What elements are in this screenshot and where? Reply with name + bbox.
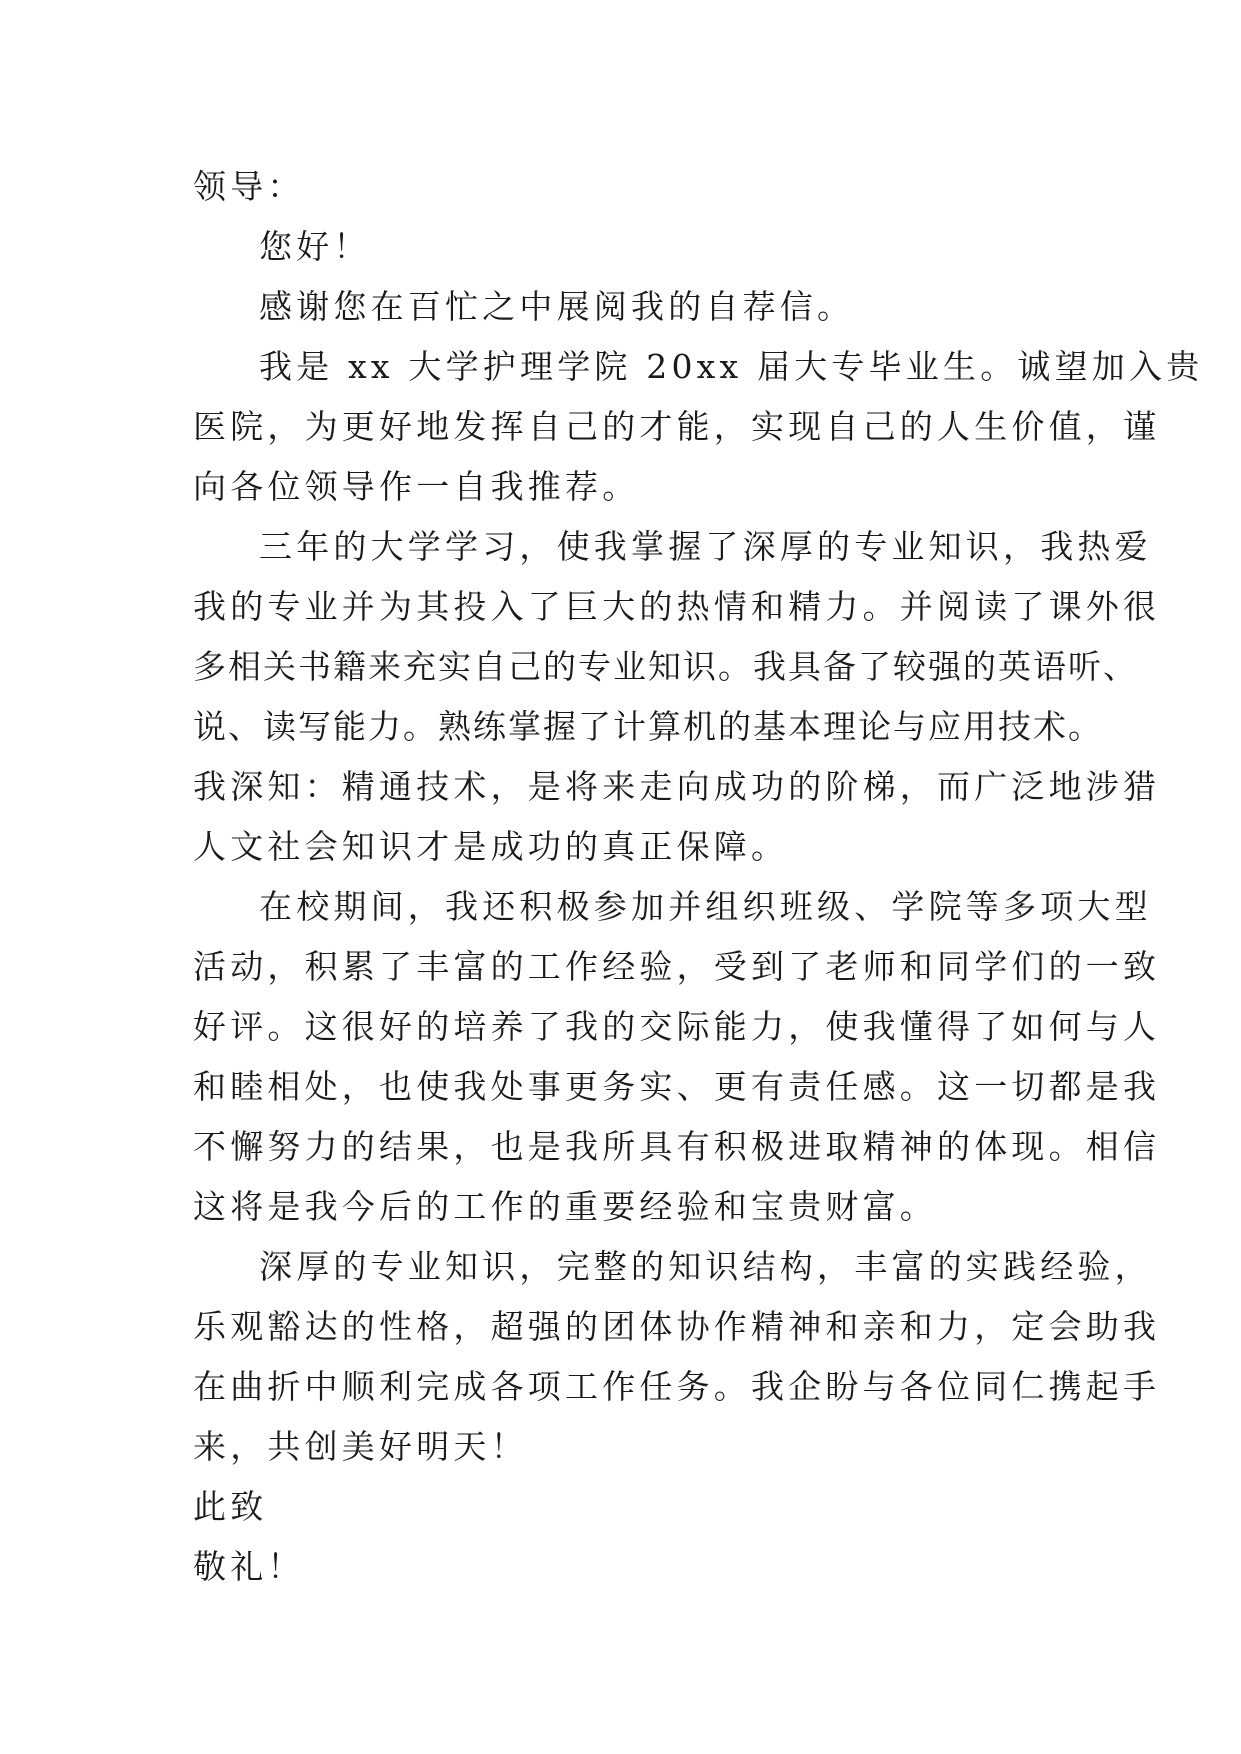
paragraph-line: 来，共创美好明天！ [193,1427,528,1466]
closing-line: 此致 [193,1487,268,1526]
paragraph-education [193,517,1161,877]
closing-salute: 敬礼！ [193,1547,305,1586]
paragraph-line: 乐观豁达的性格，超强的团体协作精神和亲和力，定会助我 [193,1307,1161,1346]
paragraph-activities [193,877,1161,1237]
paragraph-line: 活动，积累了丰富的工作经验，受到了老师和同学们的一致 [193,947,1161,986]
paragraph-line: 多相关书籍来充实自己的专业知识。我具备了较强的英语听、 [193,647,1138,686]
paragraph-line: 和睦相处，也使我处事更务实、更有责任感。这一切都是我 [193,1067,1161,1106]
letter-body [193,157,1204,1597]
greeting: 您好！ [259,227,371,266]
paragraph-conclusion [193,1237,1161,1477]
paragraph-line: 在校期间，我还积极参加并组织班级、学院等多项大型 [259,887,1152,926]
paragraph-line: 深厚的专业知识，完整的知识结构，丰富的实践经验， [259,1247,1152,1286]
paragraph-line: 说、读写能力。熟练掌握了计算机的基本理论与应用技术。 [193,707,1103,746]
paragraph-line: 医院，为更好地发挥自己的才能，实现自己的人生价值，谨 [193,407,1161,446]
paragraph-line: 在曲折中顺利完成各项工作任务。我企盼与各位同仁携起手 [193,1367,1161,1406]
paragraph-line: 好评。这很好的培养了我的交际能力，使我懂得了如何与人 [193,1007,1161,1046]
paragraph-line: 这将是我今后的工作的重要经验和宝贵财富。 [193,1187,937,1226]
paragraph-line: 我的专业并为其投入了巨大的热情和精力。并阅读了课外很 [193,587,1161,626]
paragraph-line: 我深知：精通技术，是将来走向成功的阶梯，而广泛地涉猎 [193,767,1161,806]
paragraph-line: 人文社会知识才是成功的真正保障。 [193,827,789,866]
paragraph-line: 我是 xx 大学护理学院 20xx 届大专毕业生。诚望加入贵 [259,347,1204,386]
paragraph-line: 不懈努力的结果，也是我所具有积极进取精神的体现。相信 [193,1127,1161,1166]
paragraph-line: 三年的大学学习，使我掌握了深厚的专业知识，我热爱 [259,527,1152,566]
paragraph-line: 向各位领导作一自我推荐。 [193,467,640,506]
thanks-line: 感谢您在百忙之中展阅我的自荐信。 [259,287,855,326]
paragraph-introduction [193,337,1204,517]
salutation: 领导： [193,167,305,206]
